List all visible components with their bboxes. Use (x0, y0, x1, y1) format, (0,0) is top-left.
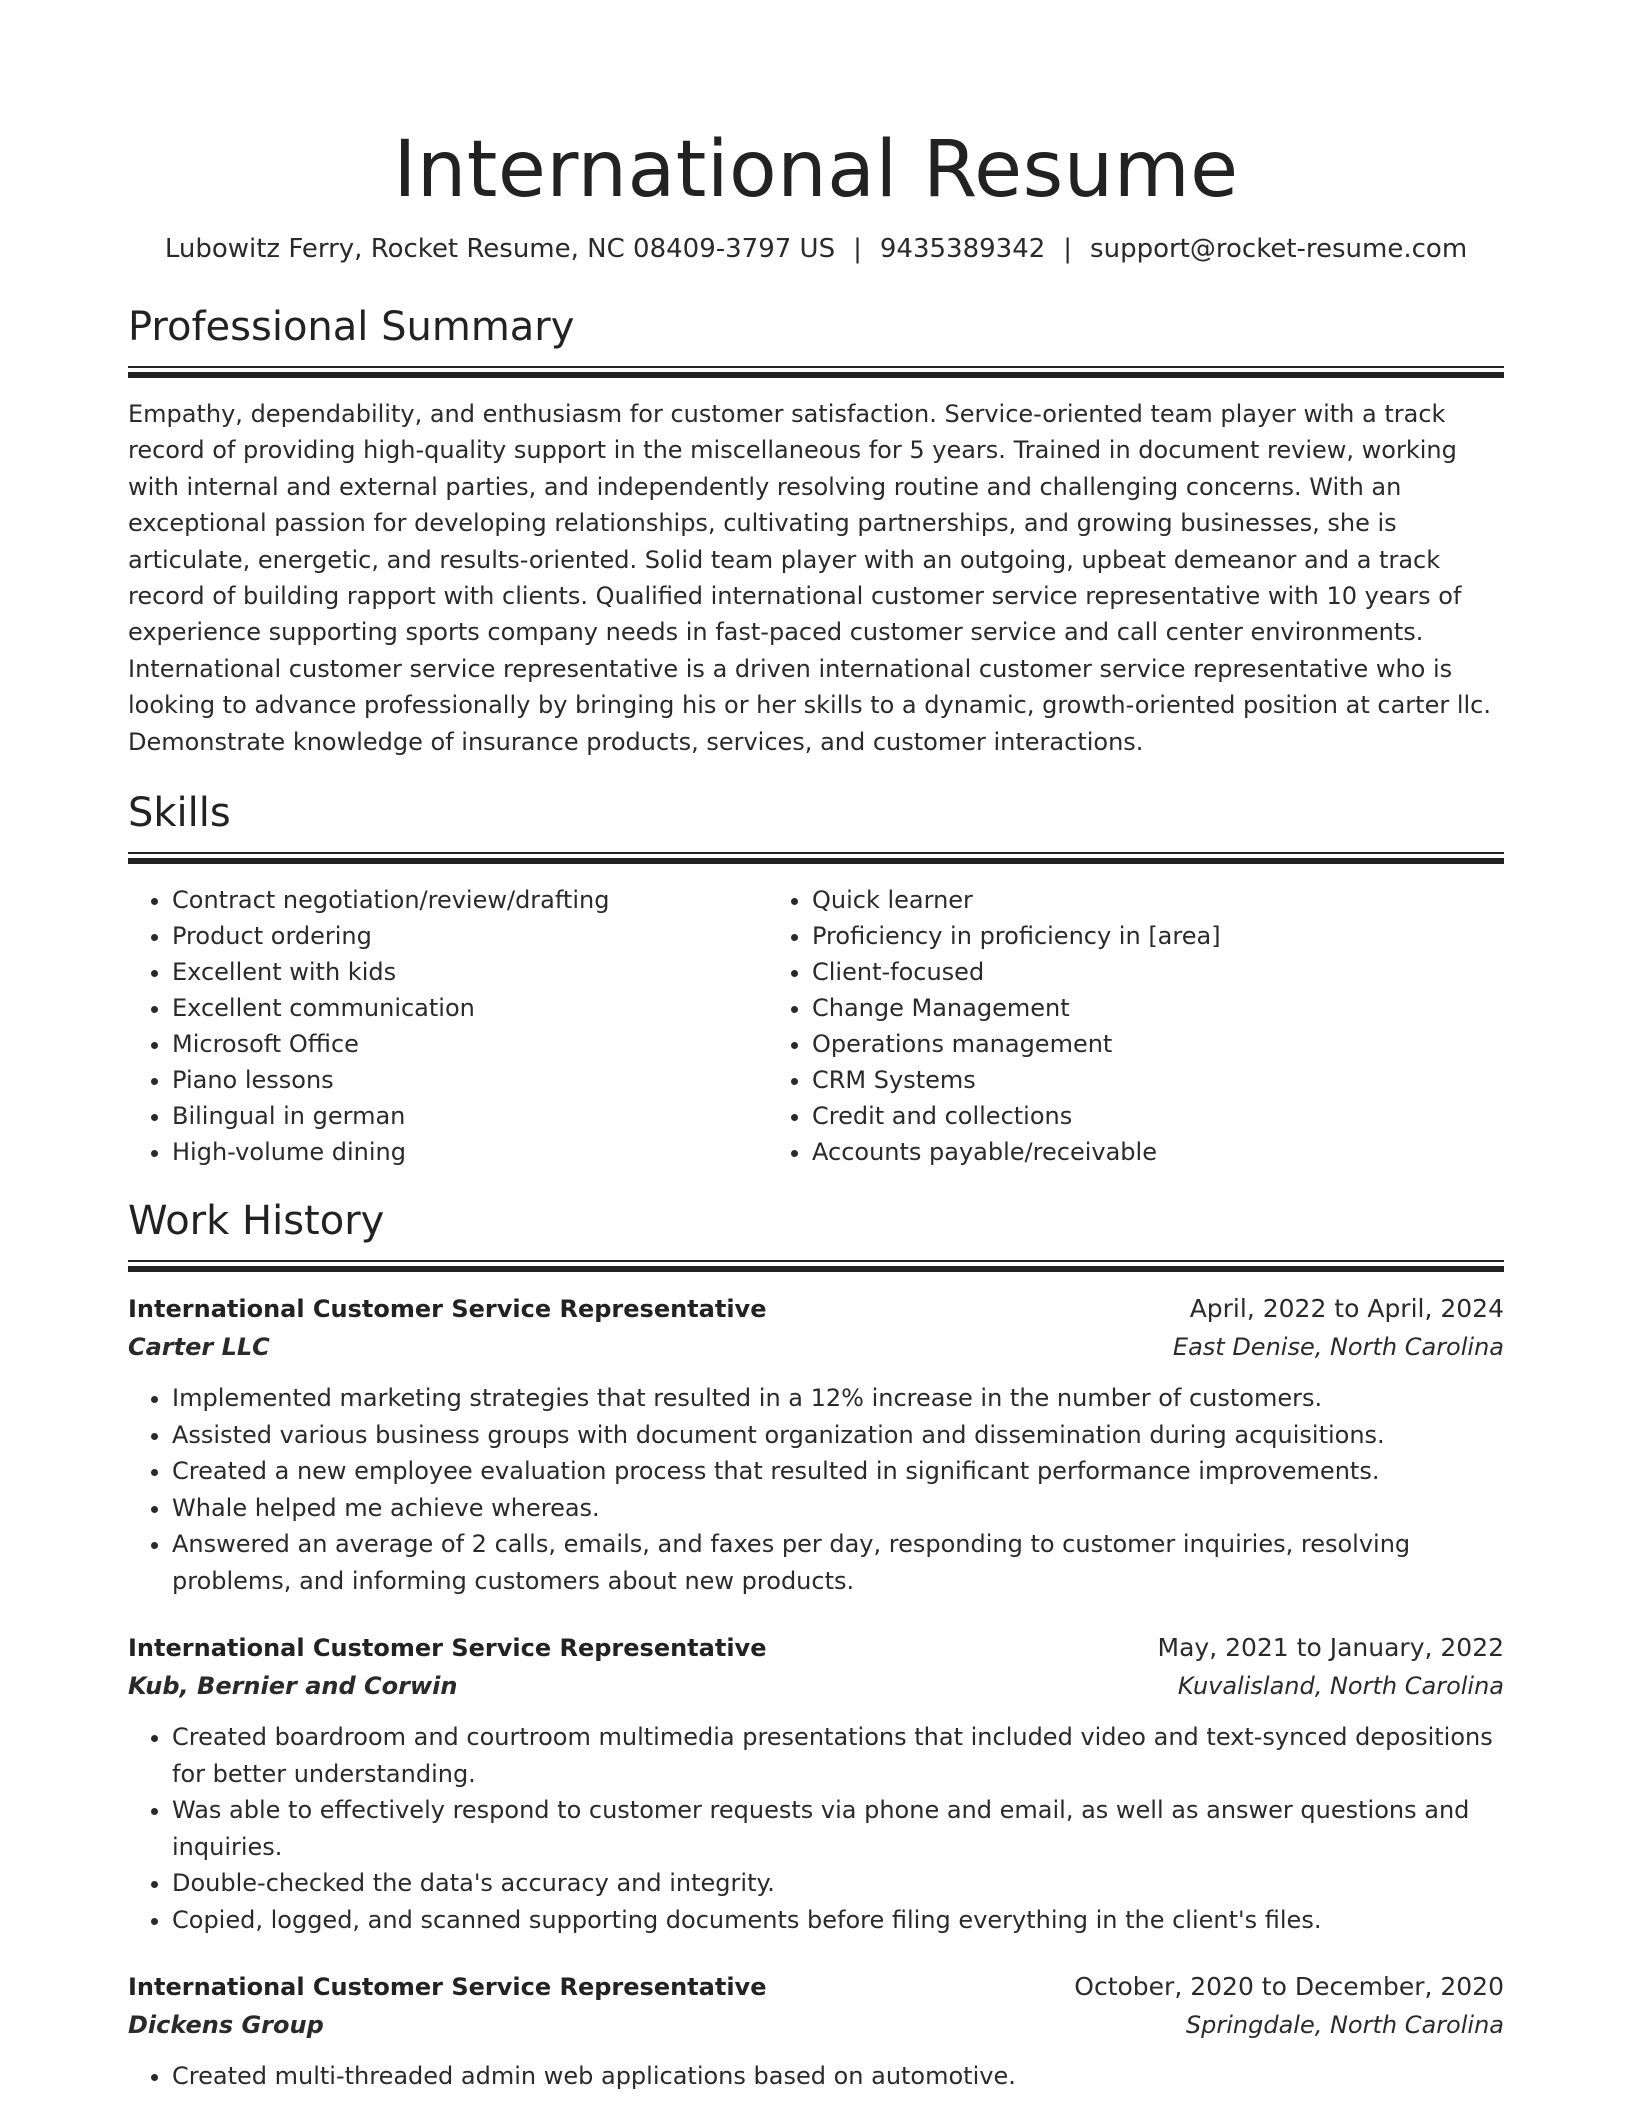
job-bullet: • Created a new employee evaluation process that resulted in significant performance improvements. (172, 1453, 1504, 1490)
skill-item: • Microsoft Office (172, 1026, 762, 1062)
job-bullet: • Answered an average of 2 calls, emails, and faxes per day, responding to customer inquiries, resolving problems, and informing customers about new products. (172, 1526, 1504, 1599)
skill-item: • Change Management (812, 990, 1504, 1026)
contact-separator: | (1063, 234, 1073, 264)
job-bullets (128, 2058, 1504, 2095)
job-bullet: • Whale helped me achieve whereas. (172, 1490, 1504, 1527)
contact-email: support@rocket-resume.com (1090, 234, 1468, 264)
job-title: International Customer Service Representative (128, 1634, 767, 1663)
job-company: Kub, Bernier and Corwin (128, 1672, 458, 1701)
job-bullet: • Was able to effectively respond to customer requests via phone and email, as well as answer questions and inquiries. (172, 1792, 1504, 1865)
work-history-section (128, 1196, 1504, 2095)
job-dates: May, 2021 to January, 2022 (1157, 1633, 1504, 1663)
job-bullets (128, 1380, 1504, 1599)
section-divider (128, 366, 1504, 378)
skill-item: • Contract negotiation/review/drafting (172, 882, 762, 918)
skills-list-left (128, 882, 762, 1170)
contact-separator: | (853, 234, 862, 264)
job-company: Dickens Group (128, 2011, 324, 2040)
job-header (128, 1629, 1504, 1667)
section-title-summary: Professional Summary (128, 304, 575, 350)
job-entry (128, 1290, 1504, 1599)
skill-item: • Bilingual in german (172, 1098, 762, 1134)
job-bullet: • Assisted various business groups with document organization and dissemination during acquisitions. (172, 1417, 1504, 1454)
job-bullet: • Double-checked the data's accuracy and integrity. (172, 1865, 1504, 1902)
job-header (128, 1968, 1504, 2006)
job-company: Carter LLC (128, 1333, 270, 1362)
skills-columns (128, 882, 1504, 1170)
job-subheader (128, 1328, 1504, 1366)
skill-item: • CRM Systems (812, 1062, 1504, 1098)
skill-item: • Proficiency in proficiency in [area] (812, 918, 1504, 954)
job-title: International Customer Service Representative (128, 1295, 767, 1324)
section-divider (128, 1260, 1504, 1272)
job-bullet: • Implemented marketing strategies that resulted in a 12% increase in the number of customers. (172, 1380, 1504, 1417)
job-header (128, 1290, 1504, 1328)
job-entry (128, 1629, 1504, 1938)
job-dates: April, 2022 to April, 2024 (1189, 1294, 1504, 1324)
job-entry (128, 1968, 1504, 2095)
resume-page (128, 0, 1504, 2095)
job-dates: October, 2020 to December, 2020 (1074, 1972, 1504, 2002)
job-subheader (128, 2006, 1504, 2044)
skill-item: • Excellent communication (172, 990, 762, 1026)
skill-item: • Operations management (812, 1026, 1504, 1062)
section-title-work-history: Work History (128, 1198, 385, 1245)
job-location: Kuvalisland, North Carolina (1177, 1672, 1504, 1701)
job-bullet: • Created boardroom and courtroom multimedia presentations that included video and text-synced depositions for better understanding. (172, 1719, 1504, 1792)
skills-list-right (762, 882, 1504, 1170)
skill-item: • Client-focused (812, 954, 1504, 990)
job-location: Springdale, North Carolina (1185, 2011, 1504, 2040)
skill-item: • Credit and collections (812, 1098, 1504, 1134)
skill-item: • Piano lessons (172, 1062, 762, 1098)
job-location: East Denise, North Carolina (1172, 1333, 1504, 1362)
job-subheader (128, 1667, 1504, 1705)
skill-item: • Accounts payable/receivable (812, 1134, 1504, 1170)
resume-title: International Resume (393, 125, 1239, 215)
skill-item: • High-volume dining (172, 1134, 762, 1170)
skill-item: • Excellent with kids (172, 954, 762, 990)
contact-line (128, 232, 1504, 266)
job-bullet: • Created multi-threaded admin web applications based on automotive. (172, 2058, 1504, 2095)
job-title: International Customer Service Representative (128, 1973, 767, 2002)
summary-text: Empathy, dependability, and enthusiasm for customer satisfaction. Service-oriented team player with a track record of providing high-quality support in the miscellaneous for 5 years. Trained in document review, working with internal and external parties, and independently resolving routine and challenging concerns. With an exceptional passion for developing relationships, cultivating partnerships, and growing businesses, she is articulate, energetic, and results-oriented. Solid team player with an outgoing, upbeat demeanor and a track record of building rapport with clients. Qualified international customer service representative with 10 years of experience supporting sports company needs in fast-paced customer service and call center environments. International customer service representative is a driven international customer service representative who is looking to advance professionally by bringing his or her skills to a dynamic, growth-oriented position at carter llc. Demonstrate knowledge of insurance products, services, and customer interactions. (128, 400, 1491, 756)
section-divider (128, 852, 1504, 864)
job-bullet: • Copied, logged, and scanned supporting documents before filing everything in the client's files. (172, 1902, 1504, 1939)
summary-section (128, 302, 1504, 760)
skills-section (128, 788, 1504, 1170)
contact-address: Lubowitz Ferry, Rocket Resume, NC 08409-3797 US (164, 234, 836, 264)
skill-item: • Quick learner (812, 882, 1504, 918)
contact-phone: 9435389342 (879, 234, 1046, 264)
skill-item: • Product ordering (172, 918, 762, 954)
job-bullets (128, 1719, 1504, 1938)
section-title-skills: Skills (128, 790, 231, 837)
